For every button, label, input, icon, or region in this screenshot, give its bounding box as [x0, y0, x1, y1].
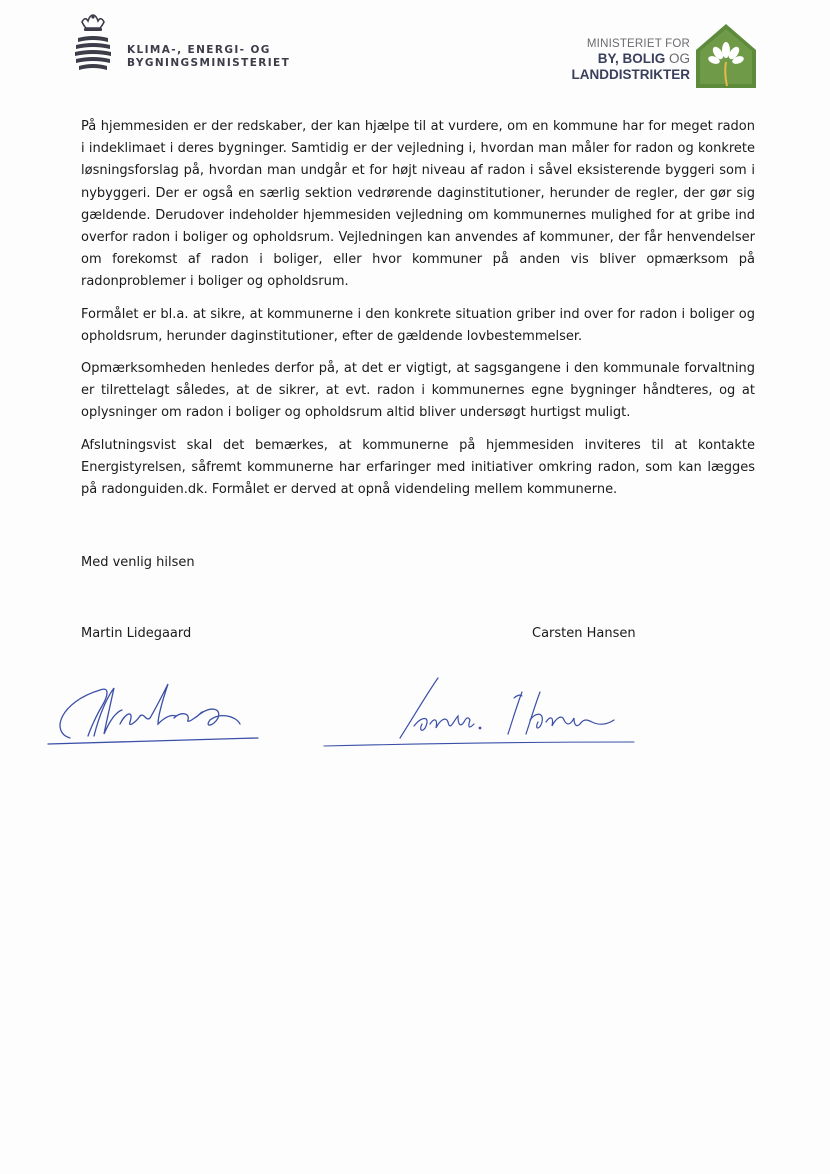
right-logo-line2-og: OG [668, 51, 690, 66]
letter-body [81, 116, 755, 511]
right-logo-line3: LANDDISTRIKTER [571, 67, 690, 82]
left-logo-line2: BYGNINGSMINISTERIET [127, 57, 291, 69]
right-logo-line2-bold: BY, BOLIG [597, 51, 666, 66]
paragraph-3: Opmærksomheden henledes derfor på, at det er vigtigt, at sagsgangene i den kommunale forvaltning er tilrettelagt således, at de sikrer, at evt. radon i kommunernes egne bygninger håndteres, og at oplysninger om radon i boliger og opholdsrum altid bliver undersøgt hurtigst muligt. [81, 361, 755, 421]
right-logo-line1: MINISTERIET FOR [586, 38, 690, 50]
signer-name-left: Martin Lidegaard [81, 626, 192, 641]
signer-name-right: Carsten Hansen [532, 626, 636, 641]
klima-ministry-logo [70, 14, 300, 80]
signature-right-icon [318, 672, 648, 752]
left-logo-line1: KLIMA-, ENERGI- OG [127, 44, 271, 56]
by-bolig-ministry-logo [560, 24, 760, 90]
paragraph-2: Formålet er bl.a. at sikre, at kommunerne i den konkrete situation griber ind over for radon i boliger og opholdsrum, herunder daginstitutioner, efter de gældende lovbestemmelser. [81, 306, 755, 344]
paragraph-4: Afslutningsvist skal det bemærkes, at kommunerne på hjemmesiden inviteres til at kontakte Energistyrelsen, såfremt kommunerne har erfaringer med initiativer omkring radon, som kan lægges på radonguiden.dk. Formålet er derved at opnå videndeling mellem kommunerne. [81, 437, 755, 498]
signature-left-icon [40, 672, 270, 752]
right-logo-line2 [560, 51, 690, 66]
house-flower-icon [696, 24, 756, 88]
crown-crest-icon [70, 14, 116, 78]
closing-salutation: Med venlig hilsen [81, 555, 195, 570]
paragraph-1: På hjemmesiden er der redskaber, der kan hjælpe til at vurdere, om en kommune har for meget radon i indeklimaet i deres bygninger. Samtidig er der vejledning i, hvordan man måler for radon og konkrete løsningsforslag på, hvordan man undgår et for højt niveau af radon i såvel eksisterende byggeri som i nybyggeri. Der er også en særlig sektion vedrørende daginstitutioner, herunder de regler, der gør sig gældende. Derudover indeholder hjemmesiden vejledning om kommunernes mulighed for at gribe ind overfor radon i boliger og opholdsrum. Vejledningen kan anvendes af kommuner, der får henvendelser om forekomst af radon i boliger, eller hvor kommuner på anden vis bliver opmærksom på radonproblemer i boliger og opholdsrum. [81, 119, 755, 290]
